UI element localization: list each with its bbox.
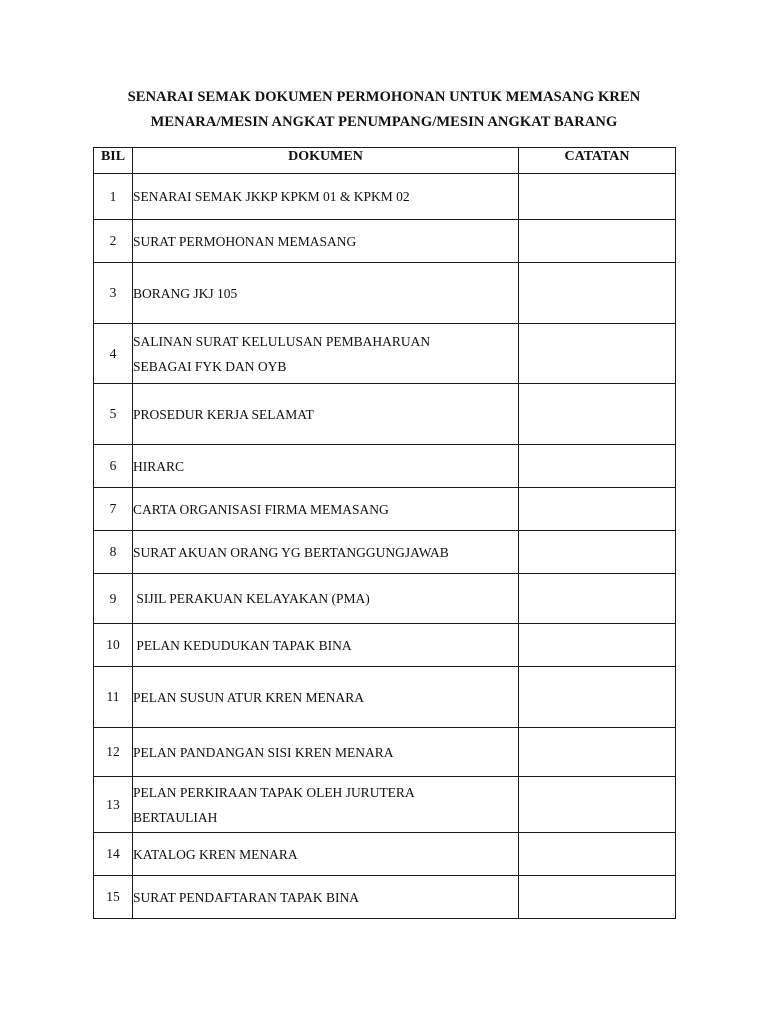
catatan-cell [519,876,676,919]
table-row [94,488,676,531]
document-title-line-2: MENARA/MESIN ANGKAT PENUMPANG/MESIN ANGKAT BARANG [150,114,618,130]
catatan-cell [519,624,676,667]
table-row [94,531,676,574]
table-row [94,667,676,728]
row-number: 6 [94,445,133,488]
table-row [94,574,676,624]
document-name: SIJIL PERAKUAN KELAYAKAN (PMA) [133,574,519,624]
document-name-line-2: BERTAULIAH [133,809,218,825]
row-number: 5 [94,384,133,445]
catatan-cell [519,574,676,624]
document-name: BORANG JKJ 105 [133,263,519,324]
document-name: PELAN SUSUN ATUR KREN MENARA [133,667,519,728]
document-name: KATALOG KREN MENARA [133,833,519,876]
table-row [94,174,676,220]
row-number: 12 [94,728,133,777]
document-name: SURAT PERMOHONAN MEMASANG [133,220,519,263]
checklist-table [93,147,676,919]
row-number: 7 [94,488,133,531]
table-row [94,445,676,488]
row-number: 14 [94,833,133,876]
row-number: 3 [94,263,133,324]
table-row [94,384,676,445]
table-row [94,777,676,833]
document-name-line-1: PELAN PERKIRAAN TAPAK OLEH JURUTERA [133,784,415,800]
catatan-cell [519,728,676,777]
document-name-line-1: SALINAN SURAT KELULUSAN PEMBAHARUAN [133,333,431,349]
header-catatan: CATATAN [519,148,676,174]
table-row [94,624,676,667]
row-number: 11 [94,667,133,728]
row-number: 2 [94,220,133,263]
document-name: SURAT PENDAFTARAN TAPAK BINA [133,876,519,919]
catatan-cell [519,324,676,384]
table-row [94,876,676,919]
document-name [133,777,519,833]
catatan-cell [519,384,676,445]
document-name: CARTA ORGANISASI FIRMA MEMASANG [133,488,519,531]
header-bil: BIL [94,148,133,174]
row-number: 15 [94,876,133,919]
header-dokumen: DOKUMEN [133,148,519,174]
catatan-cell [519,174,676,220]
table-row [94,728,676,777]
catatan-cell [519,445,676,488]
document-name-line-2: SEBAGAI FYK DAN OYB [133,358,287,374]
table-row [94,324,676,384]
catatan-cell [519,777,676,833]
document-name: PROSEDUR KERJA SELAMAT [133,384,519,445]
table-row [94,220,676,263]
document-name: HIRARC [133,445,519,488]
document-name: PELAN KEDUDUKAN TAPAK BINA [133,624,519,667]
table-row [94,833,676,876]
row-number: 8 [94,531,133,574]
catatan-cell [519,263,676,324]
document-name [133,324,519,384]
row-number: 1 [94,174,133,220]
row-number: 4 [94,324,133,384]
table-header-row [94,148,676,174]
document-name: PELAN PANDANGAN SISI KREN MENARA [133,728,519,777]
document-name: SENARAI SEMAK JKKP KPKM 01 & KPKM 02 [133,174,519,220]
catatan-cell [519,667,676,728]
catatan-cell [519,488,676,531]
catatan-cell [519,833,676,876]
catatan-cell [519,531,676,574]
table-row [94,263,676,324]
row-number: 9 [94,574,133,624]
row-number: 13 [94,777,133,833]
catatan-cell [519,220,676,263]
row-number: 10 [94,624,133,667]
document-title-line-1: SENARAI SEMAK DOKUMEN PERMOHONAN UNTUK MEMASANG KREN [127,89,641,105]
document-name: SURAT AKUAN ORANG YG BERTANGGUNGJAWAB [133,531,519,574]
